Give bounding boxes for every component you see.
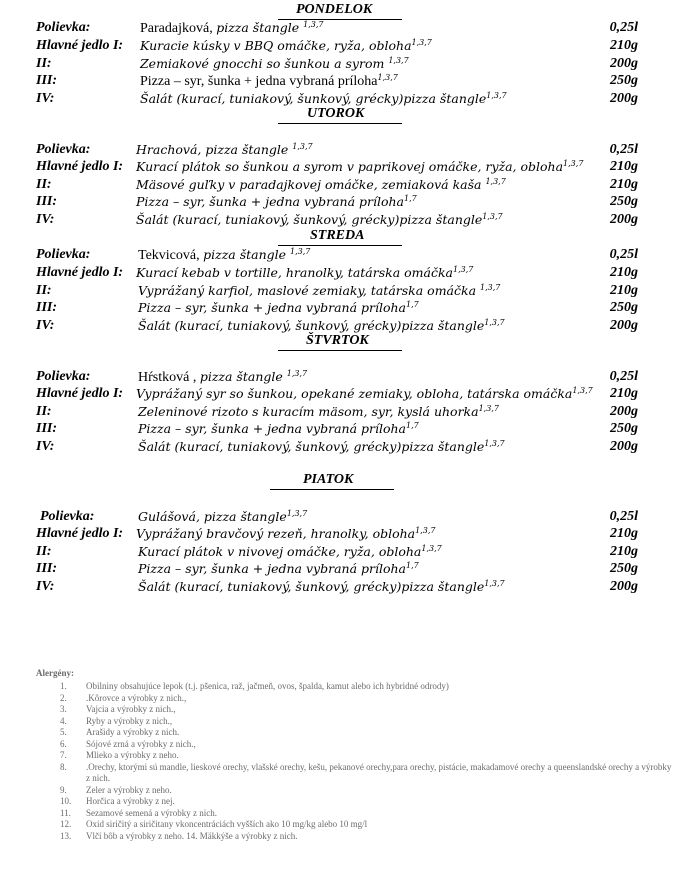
dish-name <box>138 508 307 526</box>
dish-text: Pizza – syr, šunka + jedna vybraná príloha <box>138 421 406 436</box>
dish-name <box>138 282 500 300</box>
dish-name <box>136 141 313 159</box>
menu-row <box>0 508 694 525</box>
dish-name <box>138 438 505 456</box>
dish-text-upright: Pizza – syr, šunka + jedna vybraná príloha <box>140 74 378 89</box>
allergen-codes: 1,3,7 <box>421 543 442 553</box>
allergen-text: .Kôrovce a výrobky z nich., <box>86 692 187 703</box>
allergen-number: 8. <box>60 761 67 772</box>
dish-name <box>138 246 310 264</box>
menu-row <box>0 176 694 193</box>
portion-size: 210g <box>610 283 638 298</box>
menu-row <box>0 385 694 402</box>
portion-size: 210g <box>610 386 638 401</box>
allergen-codes: 1,7 <box>406 299 419 309</box>
course-label: Polievka: <box>36 247 91 262</box>
day-title: UTOROK <box>307 106 365 121</box>
dish-text: Pizza – syr, šunka + jedna vybraná príloha <box>138 300 406 315</box>
dish-text: Kurací plátok so šunkou a syrom v paprikovej omáčke, ryža, obloha <box>136 159 564 174</box>
menu-row <box>0 438 694 455</box>
course-label: III: <box>36 421 58 436</box>
allergen-codes: 1,7 <box>406 420 419 430</box>
allergen-text: Mlieko a výrobky z neho. <box>86 750 179 760</box>
dish-text: Šalát (kurací, tuniakový, šunkový, grécky)pizza štangle <box>140 91 487 106</box>
dish-name <box>136 211 503 229</box>
course-label: IV: <box>36 579 55 594</box>
allergen-text: Ryby a výrobky z nich., <box>86 715 173 726</box>
day-title: PONDELOK <box>296 2 373 17</box>
dish-name <box>138 403 499 421</box>
dish-text: Šalát (kurací, tuniakový, šunkový, grécky)pizza štangle <box>138 439 485 454</box>
dish-name <box>138 543 442 561</box>
allergen-text: Vajcia a výrobky z nich., <box>86 704 176 714</box>
course-label: III: <box>36 194 58 209</box>
menu-row <box>0 19 694 36</box>
portion-size: 250g <box>610 561 638 576</box>
allergen-text: Obilniny obsahujúce lepok (t.j. pšenica, raž, jačmeň, ovos, špalda, kamut alebo ich hybridné odrody) <box>86 681 449 691</box>
portion-size: 210g <box>610 544 638 559</box>
allergen-codes: 1,3,7 <box>484 317 505 327</box>
allergen-item <box>36 716 676 728</box>
allergen-codes: 1,3,7 <box>485 176 506 186</box>
day-title-underline <box>270 489 394 490</box>
day-title: PIATOK <box>303 472 354 487</box>
dish-name <box>138 578 505 596</box>
course-label: Polievka: <box>36 142 91 157</box>
portion-size: 200g <box>610 56 638 71</box>
portion-size: 210g <box>610 526 638 541</box>
allergen-number: 3. <box>60 704 67 714</box>
dish-name <box>136 158 583 176</box>
dish-name <box>138 299 419 317</box>
allergen-codes: 1,3,7 <box>484 578 505 588</box>
course-label: Polievka: <box>36 369 91 384</box>
dish-text: Kurací plátok v nivovej omáčke, ryža, obloha <box>138 544 422 559</box>
allergen-text: .Orechy, ktorými sú mandle, lieskové orechy, vlašské orechy, kešu, pekanové orechy,para orechy, pistácie, makadamové orechy a queenslandské orechy a výrobky z nich. <box>86 761 672 783</box>
menu-row <box>0 37 694 54</box>
dish-text: Mäsové guľky v paradajkovej omáčke, zemiaková kaša <box>136 177 486 192</box>
dish-text: Šalát (kurací, tuniakový, šunkový, grécky)pizza štangle <box>138 579 485 594</box>
day-title-underline <box>278 123 402 124</box>
menu-row <box>0 525 694 542</box>
menu-row <box>0 90 694 107</box>
portion-size: 0,25l <box>609 509 638 524</box>
course-label: IV: <box>36 212 55 227</box>
dish-name <box>138 368 307 386</box>
allergen-number: 10. <box>60 796 72 806</box>
dish-name <box>136 385 593 403</box>
menu-row <box>0 368 694 385</box>
course-label: II: <box>36 404 52 419</box>
allergen-item <box>36 704 676 716</box>
course-label: II: <box>36 544 52 559</box>
portion-size: 250g <box>610 194 638 209</box>
dish-text-upright: Hŕstková , <box>138 370 200 385</box>
portion-size: 200g <box>610 318 638 333</box>
menu-row <box>0 264 694 281</box>
day-title: STREDA <box>310 228 365 243</box>
portion-size: 250g <box>610 421 638 436</box>
portion-size: 0,25l <box>609 142 638 157</box>
allergen-text: Sójové zrná a výrobky z nich., <box>86 738 196 749</box>
allergen-number: 4. <box>60 715 67 726</box>
portion-size: 210g <box>610 265 638 280</box>
dish-text-upright: Paradajková, <box>140 21 217 36</box>
allergen-item <box>36 739 676 751</box>
day-title: ŠTVRTOK <box>306 333 369 348</box>
course-label: Hlavné jedlo I: <box>36 526 124 541</box>
course-label: Hlavné jedlo I: <box>36 386 124 401</box>
menu-row <box>0 578 694 595</box>
allergen-text: Arašidy a výrobky z nich. <box>86 727 180 737</box>
allergen-number: 9. <box>60 784 67 795</box>
allergen-codes: 1,3,7 <box>453 264 474 274</box>
menu-row <box>0 246 694 263</box>
allergen-codes: 1,3,7 <box>484 438 505 448</box>
dish-name <box>136 264 473 282</box>
allergen-item <box>36 819 676 831</box>
menu-row <box>0 72 694 89</box>
dish-text: Vyprážaný karfiol, maslové zemiaky, tatárska omáčka <box>138 283 481 298</box>
portion-size: 210g <box>610 159 638 174</box>
allergen-codes: 1,3,7 <box>292 141 313 151</box>
allergen-item <box>36 693 676 705</box>
portion-size: 200g <box>610 212 638 227</box>
portion-size: 250g <box>610 73 638 88</box>
allergen-item <box>36 727 676 739</box>
allergen-codes: 1,7 <box>404 193 417 203</box>
course-label: III: <box>36 561 58 576</box>
allergen-codes: 1,3,7 <box>377 72 398 82</box>
allergen-codes: 1,3,7 <box>388 55 409 65</box>
portion-size: 0,25l <box>609 369 638 384</box>
dish-text: Vyprážaný bravčový rezeň, hranolky, obloha <box>136 526 416 541</box>
allergen-text: Sezamové semená a výrobky z nich. <box>86 807 217 818</box>
allergen-item <box>36 831 676 843</box>
dish-text: pizza štangle <box>203 247 291 262</box>
allergen-codes: 1,7 <box>406 560 419 570</box>
allergen-codes: 1,3,7 <box>563 158 584 168</box>
dish-text: Zemiakové gnocchi so šunkou a syrom <box>140 56 389 71</box>
portion-size: 200g <box>610 404 638 419</box>
course-label: Hlavné jedlo I: <box>36 159 124 174</box>
dish-text: Gulášová, pizza štangle <box>138 509 287 524</box>
dish-name <box>138 420 419 438</box>
course-label: IV: <box>36 91 55 106</box>
course-label: Polievka: <box>40 509 95 524</box>
dish-text: Pizza – syr, šunka + jedna vybraná príloha <box>136 194 404 209</box>
course-label: II: <box>36 56 52 71</box>
allergen-text: Zeler a výrobky z neho. <box>86 784 172 795</box>
course-label: IV: <box>36 318 55 333</box>
allergen-codes: 1,3,7 <box>415 525 436 535</box>
dish-text: Kuracie kúsky v BBQ omáčke, ryža, obloha <box>140 38 412 53</box>
dish-text: Hrachová, pizza štangle <box>136 142 293 157</box>
dish-text: Šalát (kurací, tuniakový, šunkový, grécky)pizza štangle <box>138 318 485 333</box>
dish-name <box>136 193 417 211</box>
dish-name <box>140 19 323 37</box>
allergen-codes: 1,3,7 <box>286 508 308 518</box>
allergen-codes: 1,3,7 <box>482 211 503 221</box>
portion-size: 0,25l <box>609 247 638 262</box>
menu-row <box>0 193 694 210</box>
portion-size: 200g <box>610 439 638 454</box>
menu-row <box>0 55 694 72</box>
course-label: II: <box>36 283 52 298</box>
allergen-number: 11. <box>60 807 71 818</box>
allergen-codes: 1,3,7 <box>286 368 308 378</box>
menu-row <box>0 282 694 299</box>
portion-size: 0,25l <box>609 20 638 35</box>
menu-row <box>0 299 694 316</box>
dish-name <box>140 55 409 73</box>
portion-size: 210g <box>610 177 638 192</box>
allergen-number: 7. <box>60 750 67 760</box>
dish-name <box>136 176 506 194</box>
menu-row <box>0 420 694 437</box>
allergens-list <box>36 681 676 842</box>
portion-size: 250g <box>610 300 638 315</box>
dish-name <box>138 560 419 578</box>
dish-text: Zeleninové rizoto s kuracím mäsom, syr, kyslá uhorka <box>138 404 479 419</box>
menu-row <box>0 317 694 334</box>
allergen-codes: 1,3,7 <box>478 403 499 413</box>
allergen-number: 12. <box>60 819 72 829</box>
dish-text: Šalát (kurací, tuniakový, šunkový, grécky)pizza štangle <box>136 212 483 227</box>
dish-text: Pizza – syr, šunka + jedna vybraná príloha <box>138 561 406 576</box>
allergen-item <box>36 808 676 820</box>
allergen-item <box>36 762 676 785</box>
dish-text: Kurací kebab v tortille, hranolky, tatárska omáčka <box>136 265 454 280</box>
dish-text: pizza štangle <box>199 369 287 384</box>
allergen-codes: 1,3,7 <box>290 246 311 256</box>
course-label: IV: <box>36 439 55 454</box>
allergen-item <box>36 681 676 693</box>
allergen-codes: 1,3,7 <box>572 385 593 395</box>
course-label: Hlavné jedlo I: <box>36 265 124 280</box>
allergen-text: Horčica a výrobky z nej. <box>86 796 175 806</box>
allergen-number: 1. <box>60 681 67 691</box>
allergen-text: Oxid siričitý a siričitany vkoncentráciách vyšších ako 10 mg/kg alebo 10 mg/l <box>86 819 368 829</box>
allergen-codes: 1,3,7 <box>411 37 432 47</box>
allergen-text: Vlčí bôb a výrobky z neho. 14. Mäkkýše a výrobky z nich. <box>86 830 298 841</box>
portion-size: 200g <box>610 91 638 106</box>
allergens-section <box>36 668 676 842</box>
allergen-codes: 1,3,7 <box>486 90 507 100</box>
course-label: Hlavné jedlo I: <box>36 38 124 53</box>
dish-text: pizza štangle <box>216 20 304 35</box>
allergen-number: 6. <box>60 738 67 749</box>
allergen-number: 2. <box>60 692 67 703</box>
portion-size: 200g <box>610 579 638 594</box>
menu-row <box>0 211 694 228</box>
course-label: II: <box>36 177 52 192</box>
allergen-codes: 1,3,7 <box>303 19 324 29</box>
allergen-codes: 1,3,7 <box>480 282 501 292</box>
dish-text: Vyprážaný syr so šunkou, opekané zemiaky, obloha, tatárska omáčka <box>136 386 573 401</box>
menu-row <box>0 560 694 577</box>
menu-row <box>0 403 694 420</box>
dish-text-upright: Tekvicová, <box>138 248 204 263</box>
day-title-underline <box>278 350 402 351</box>
course-label: III: <box>36 73 58 88</box>
portion-size: 210g <box>610 38 638 53</box>
allergen-item <box>36 785 676 797</box>
allergens-heading: Alergény: <box>36 668 74 678</box>
allergen-number: 13. <box>60 830 72 841</box>
menu-row <box>0 158 694 175</box>
dish-name <box>140 72 398 90</box>
menu-row <box>0 141 694 158</box>
course-label: III: <box>36 300 58 315</box>
allergen-item <box>36 750 676 762</box>
menu-row <box>0 543 694 560</box>
allergen-item <box>36 796 676 808</box>
allergen-number: 5. <box>60 727 67 737</box>
dish-name <box>136 525 436 543</box>
dish-name <box>140 37 432 55</box>
course-label: Polievka: <box>36 20 91 35</box>
